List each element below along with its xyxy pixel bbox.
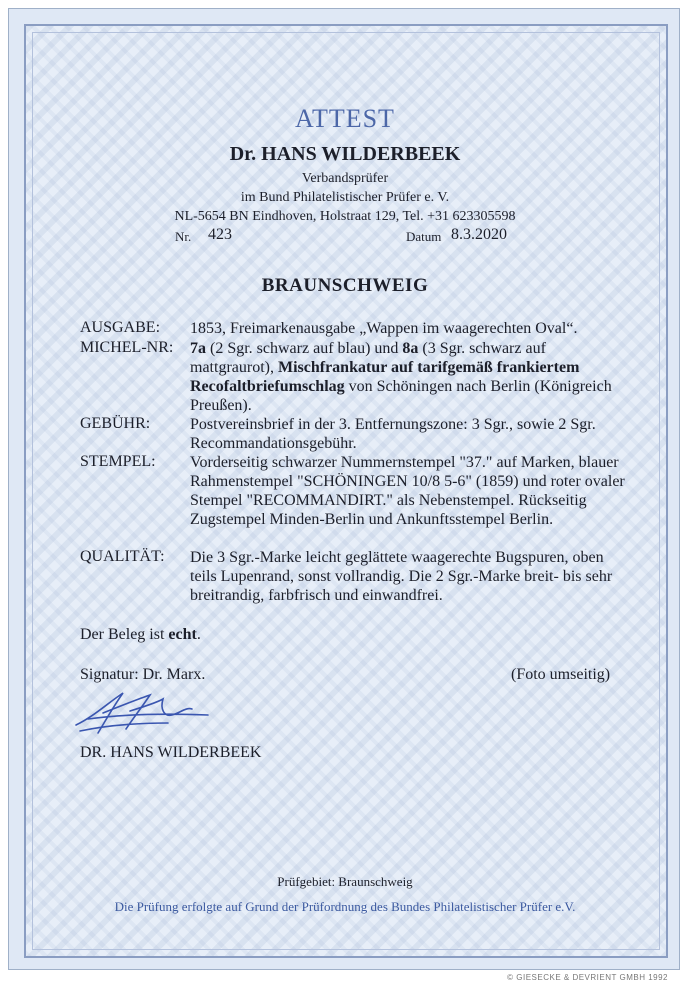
ausgabe-text: 1853, Freimarkenausgabe „Wappen im waagerechten Oval“. [190,320,578,337]
signer-name: DR. HANS WILDERBEEK [80,744,262,761]
michel-text [190,339,630,415]
stempel-text: Vorderseitig schwarzer Nummernstempel "37." auf Marken, blauer Rahmenstempel "SCHÖNINGEN 10/8 5-6" (1859) und roter ovaler Stempel "RECOMMANDIRT." als Nebenstempel. Rückseitig Zugstempel Minden-Berlin und Ankunftsstempel Berlin. [190,454,625,528]
examiner-role: Verbandsprüfer [301,171,389,186]
stempel-label: STEMPEL: [80,453,156,470]
gebuehr-text: Postvereinsbrief in der 3. Entfernungszone: 3 Sgr., sowie 2 Sgr. Recommandationsgebühr. [190,416,596,452]
verdict-suffix: . [196,626,201,643]
section-title: BRAUNSCHWEIG [261,275,429,296]
michel-label: MICHEL-NR: [80,339,174,356]
michel-number-7a: 7a [190,340,206,357]
qualitaet-text: Die 3 Sgr.-Marke leicht geglättete waagerechte Bugspuren, oben teils Lupenrand, sonst vollrandig. Die 2 Sgr.-Marke breit- bis sehr breitrandig, farbfrisch und einwandfrei. [190,549,613,604]
copyright-text: © GIESECKE & DEVRIENT GMBH 1992 [507,973,668,982]
gebuehr-label: GEBÜHR: [80,415,151,432]
qualitaet-label: QUALITÄT: [80,548,165,565]
michel-desc-3: von Schöningen nach Berlin (Königreich Preußen). [190,378,612,414]
nr-label: Nr. [175,229,192,244]
verdict-value: echt [168,626,197,643]
examiner-name: Dr. HANS WILDERBEEK [229,143,461,165]
michel-number-8a: 8a [402,340,419,357]
verdict-prefix: Der Beleg ist [80,626,169,643]
signature-label: Signatur: Dr. Marx. [80,666,206,683]
examiner-association: im Bund Philatelistischer Prüfer e. V. [240,190,450,205]
certificate-title: ATTEST [295,104,395,133]
photo-note: (Foto umseitig) [511,666,611,683]
exam-area: Prüfgebiet: Braunschweig [277,874,413,889]
date-value: 8.3.2020 [451,226,507,243]
ausgabe-label: AUSGABE: [80,319,161,336]
michel-franking: Mischfrankatur auf tarifgemäß frankiertem Recofaltbriefumschlag [190,359,580,395]
verdict [80,626,201,644]
exam-basis: Die Prüfung erfolgte auf Grund der Prüfordnung des Bundes Philatelistischer Prüfer e.V. [114,899,576,914]
nr-value: 423 [208,226,232,243]
michel-desc-1: (2 Sgr. schwarz auf blau) und [206,340,403,357]
examiner-address: NL-5654 BN Eindhoven, Holstraat 129, Tel. +31 623305598 [174,209,516,224]
date-label: Datum [406,229,442,244]
michel-desc-2: (3 Sgr. schwarz auf mattgraurot), [190,340,546,376]
handwritten-signature [68,685,218,740]
